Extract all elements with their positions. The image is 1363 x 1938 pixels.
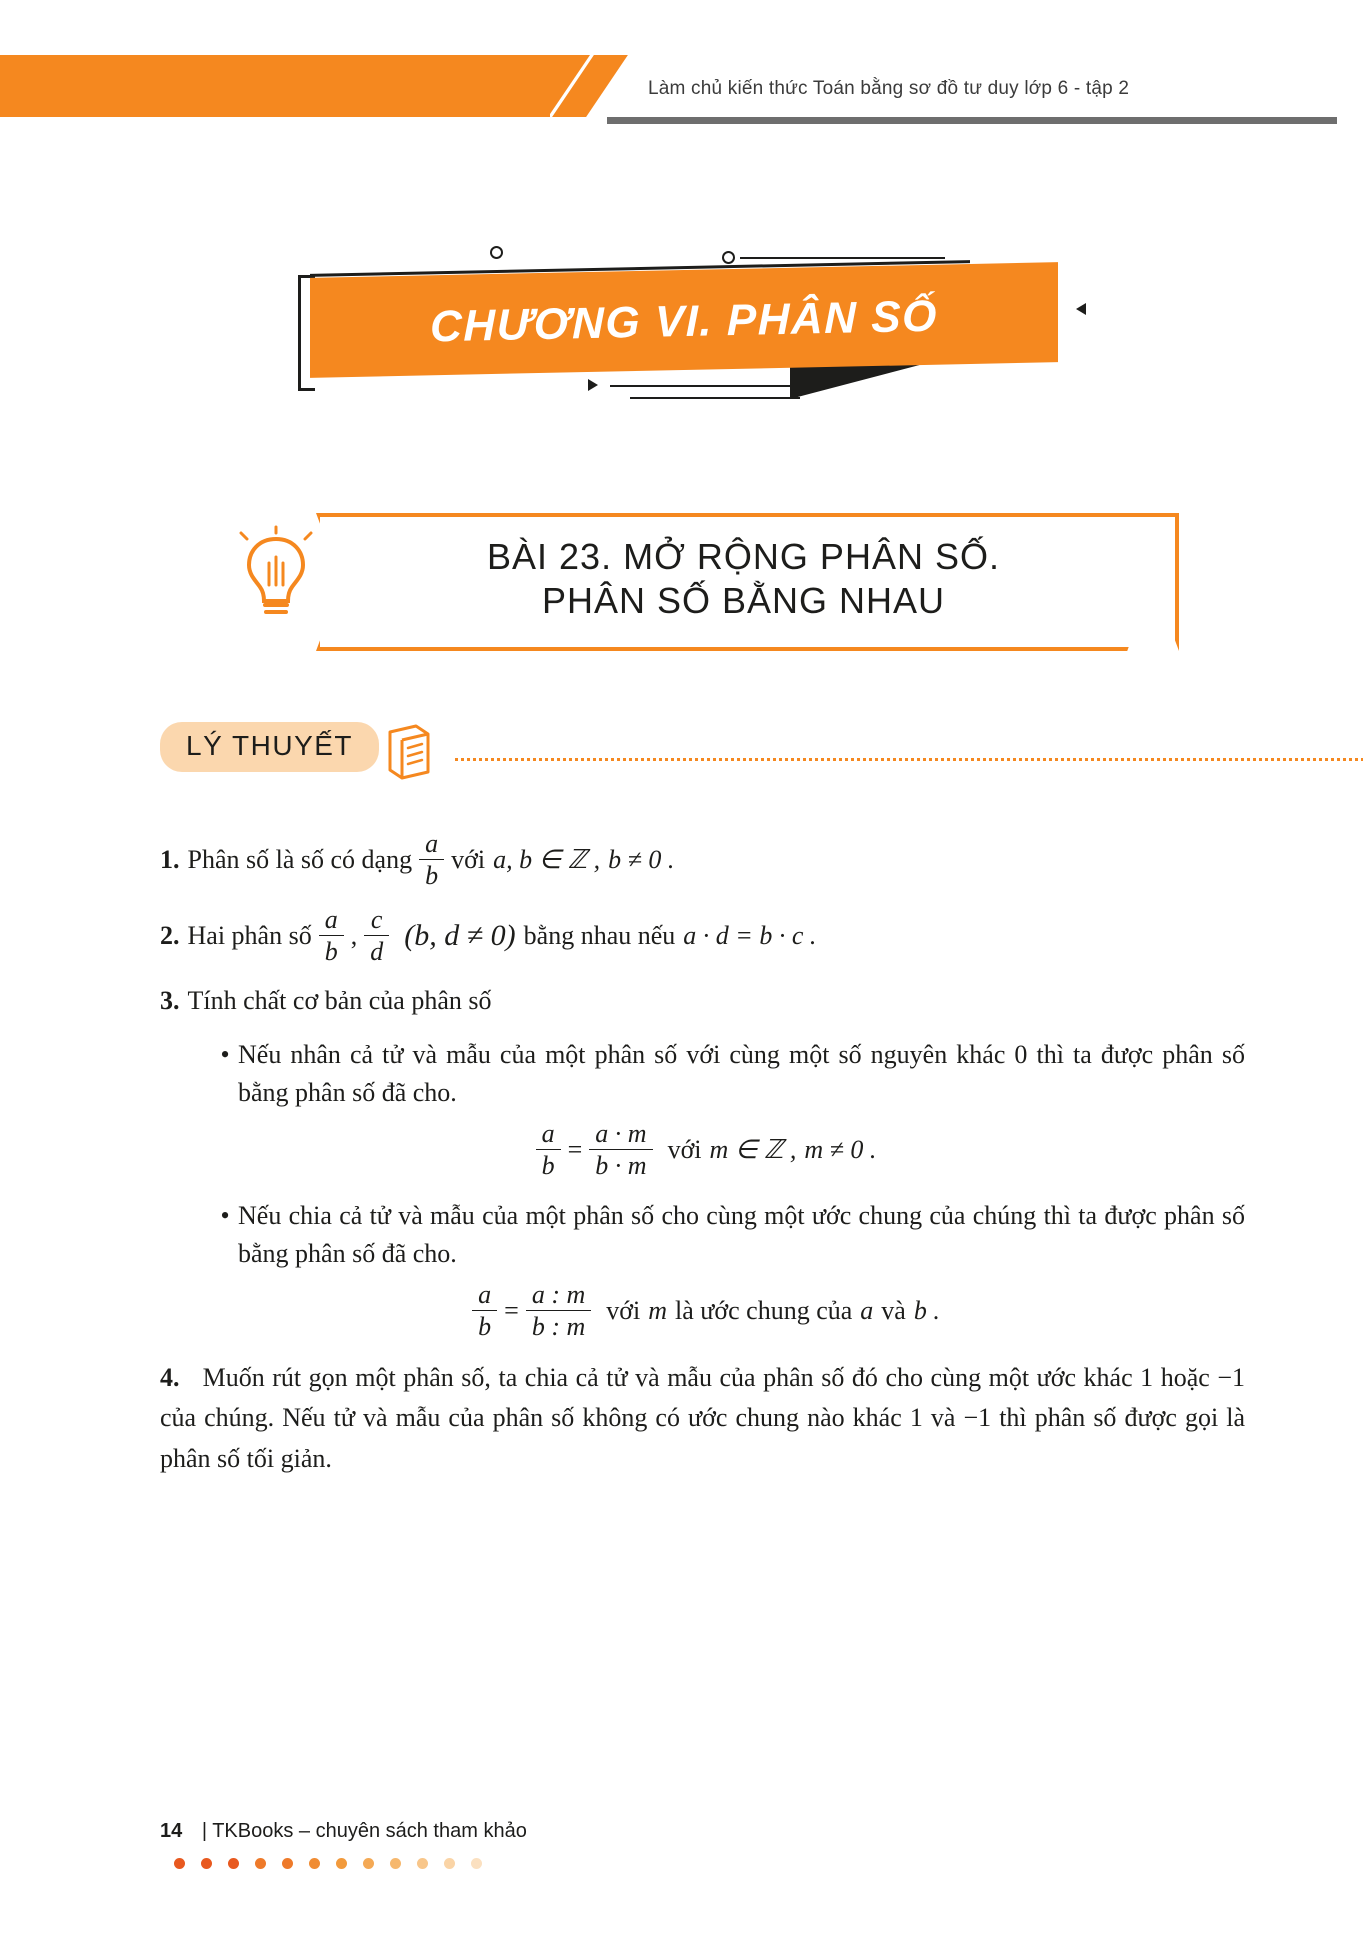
- chapter-deco-triangle-right: [1076, 303, 1086, 315]
- item2-number: 2.: [160, 920, 180, 950]
- item3-bullet-1-text: Nếu nhân cả tử và mẫu của một phân số với cùng một số nguyên khác 0 thì ta được phân số bằng phân số đã cho.: [238, 1040, 1245, 1107]
- eq2-left-denominator: b: [472, 1310, 497, 1340]
- chapter-banner: [300, 245, 1090, 435]
- item3-bullet-2: [160, 1197, 1245, 1272]
- item1-text-before: Phân số là số có dạng: [187, 845, 413, 875]
- chapter-deco-circle-top: [722, 251, 735, 264]
- item2-fraction1-denominator: b: [319, 935, 344, 965]
- item3-number: 3.: [160, 986, 180, 1016]
- theory-item-1: [160, 830, 1245, 890]
- item2-fraction-1: [319, 906, 344, 966]
- item1-fraction-denominator: b: [419, 859, 444, 889]
- footer-dot: [444, 1858, 455, 1869]
- lesson-banner: [236, 505, 1166, 655]
- footer-dot-row: [174, 1858, 482, 1869]
- book-icon: [382, 722, 436, 780]
- eq2-text: với: [606, 1295, 641, 1325]
- section-header: [160, 722, 1240, 782]
- footer-dot: [336, 1858, 347, 1869]
- item4-text: Muốn rút gọn một phân số, ta chia cả tử và mẫu của phân số đó cho cùng một ước khác 1 hoặc −1 của chúng. Nếu tử và mẫu của phân số không có ước chung nào khác 1 và −1 thì phân số được gọi là phân số tối giản.: [160, 1363, 1245, 1473]
- page-footer: [160, 1820, 860, 1843]
- eq2-and: và: [881, 1295, 906, 1325]
- header-orange-block: [0, 55, 550, 117]
- item2-fraction1-numerator: a: [324, 904, 338, 934]
- footer-dot: [471, 1858, 482, 1869]
- lesson-title-line2: PHÂN SỐ BẰNG NHAU: [541, 580, 946, 621]
- theory-content: [160, 830, 1245, 1483]
- eq1-left-numerator: a: [541, 1118, 555, 1148]
- eq1-left-denominator: b: [536, 1149, 561, 1179]
- eq2-equals: =: [504, 1295, 519, 1325]
- theory-item-3: [160, 981, 1245, 1020]
- page-number: 14: [160, 1820, 183, 1842]
- item4-number: 4.: [160, 1363, 180, 1393]
- eq2-variable-a: a: [860, 1295, 874, 1325]
- eq1-equals: =: [567, 1134, 583, 1164]
- section-tag-ly-thuyet: LÝ THUYẾT: [160, 722, 379, 772]
- item1-number: 1.: [160, 845, 180, 875]
- item1-fraction-numerator: a: [425, 829, 439, 858]
- eq1-right-numerator: a · m: [595, 1118, 647, 1148]
- footer-dot: [417, 1858, 428, 1869]
- item2-condition: (b, d ≠ 0): [404, 918, 516, 952]
- lesson-title-line1: BÀI 23. MỞ RỘNG PHÂN SỐ.: [487, 536, 1000, 578]
- eq2-right-numerator: a : m: [531, 1279, 586, 1309]
- footer-line: [160, 1820, 860, 1843]
- footer-dot: [309, 1858, 320, 1869]
- footer-dot: [390, 1858, 401, 1869]
- footer-dot: [255, 1858, 266, 1869]
- chapter-deco-circle-mid: [490, 246, 503, 259]
- section-dotted-rule: [455, 758, 1363, 761]
- item1-text-after: với: [451, 845, 486, 875]
- lightbulb-icon: [231, 523, 321, 623]
- item1-condition-1: a, b ∈ ℤ ,: [493, 845, 601, 875]
- chapter-deco-line-top-1: [740, 257, 945, 259]
- footer-dot: [363, 1858, 374, 1869]
- eq2-left-numerator: a: [478, 1279, 492, 1309]
- eq2-tail: là ước chung của: [675, 1295, 853, 1325]
- item1-fraction: [419, 830, 444, 890]
- eq2-variable-m: m: [648, 1295, 668, 1325]
- lesson-title: [316, 523, 1171, 635]
- theory-item-4: [160, 1358, 1245, 1479]
- footer-dot: [201, 1858, 212, 1869]
- item2-fraction2-denominator: d: [364, 935, 389, 965]
- eq1-right-fraction: [589, 1120, 652, 1180]
- item3-equation-2: [160, 1281, 1245, 1341]
- item3-bullet-1: [160, 1036, 1245, 1111]
- theory-item-2: [160, 906, 1245, 966]
- item1-condition-2: b ≠ 0 .: [608, 845, 675, 875]
- item2-equation: a · d = b · c .: [683, 920, 817, 950]
- page-header: [0, 0, 1363, 140]
- item3-equation-1: [160, 1120, 1245, 1180]
- item2-comma: ,: [350, 920, 358, 950]
- header-grey-rule: [607, 117, 1337, 124]
- item2-text-after: bằng nhau nếu: [523, 920, 676, 950]
- eq1-right-denominator: b · m: [589, 1149, 652, 1179]
- item3-title: Tính chất cơ bản của phân số: [187, 986, 492, 1016]
- eq1-condition-1: m ∈ ℤ ,: [709, 1134, 797, 1164]
- eq1-text: với: [667, 1134, 702, 1164]
- footer-dot: [282, 1858, 293, 1869]
- eq1-condition-2: m ≠ 0 .: [804, 1134, 877, 1164]
- publisher-note: | TKBooks – chuyên sách tham khảo: [201, 1820, 527, 1842]
- chapter-deco-line-bottom-2: [630, 397, 800, 399]
- bullet-icon: •: [220, 1040, 230, 1070]
- eq1-left-fraction: [536, 1120, 561, 1180]
- chapter-deco-line-bottom-1: [610, 385, 800, 387]
- footer-dot: [174, 1858, 185, 1869]
- chapter-title: CHƯƠNG VI. PHÂN SỐ: [430, 291, 938, 352]
- eq2-left-fraction: [472, 1281, 497, 1341]
- item2-text-before: Hai phân số: [187, 920, 312, 950]
- item3-bullet-2-text: Nếu chia cả tử và mẫu của một phân số cho cùng một ước chung của chúng thì ta được phân số bằng phân số đã cho.: [238, 1201, 1245, 1268]
- eq2-right-fraction: [526, 1281, 591, 1341]
- eq2-variable-b: b .: [913, 1295, 940, 1325]
- item2-fraction2-numerator: c: [370, 904, 383, 934]
- bullet-icon: •: [220, 1201, 230, 1231]
- chapter-deco-triangle-left: [588, 379, 598, 391]
- running-title: Làm chủ kiến thức Toán bằng sơ đồ tư duy lớp 6 - tập 2: [648, 78, 1130, 99]
- footer-dot: [228, 1858, 239, 1869]
- eq2-right-denominator: b : m: [526, 1310, 591, 1340]
- item2-fraction-2: [364, 906, 389, 966]
